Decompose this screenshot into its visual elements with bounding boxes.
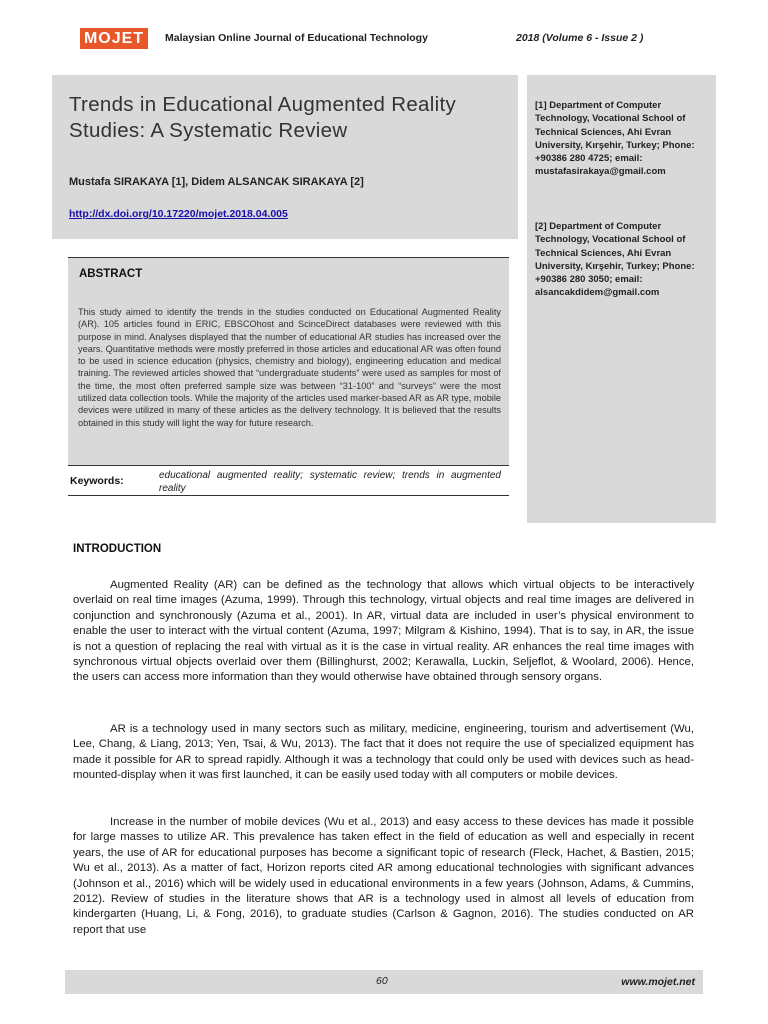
- journal-website: www.mojet.net: [621, 976, 695, 988]
- abstract-heading: ABSTRACT: [79, 268, 143, 280]
- journal-header: [80, 28, 690, 50]
- paragraph-text: Increase in the number of mobile devices (Wu et al., 2013) and easy access to these devices has made it possible for large masses to utilize AR. This prevalence has taken effect in the field of education as well and especially in recent years, the use of AR for educational purposes has become a significant topic of research (Fleck, Hachet, & Bastien, 2015; Wu et al., 2013). As a matter of fact, Horizon reports cited AR among educational technologies with significant advances (Johnson et al., 2016) which will be widely used in educational environments in a few years (Johnson, Adams, & Cummins, 2012). Review of studies in the literature shows that AR is a technology used in almost all levels of education from kindergarten (Huang, Li, & Fong, 2016), to graduate studies (Carlson & Gagnon, 2016). The studies conducted on AR report that use: [73, 816, 694, 936]
- issue-info: 2018 (Volume 6 - Issue 2 ): [516, 32, 644, 44]
- abstract-text: This study aimed to identify the trends in the studies conducted on Educational Augmented Reality (AR). 105 articles found in ERIC, EBSCOhost and ScinceDirect databases were reviewed with this purpose in mind. Analyses displayed that the number of educational AR studies has increased over the years. Quantitative methods were mostly preferred in those articles and educational AR was often found to be used in science education (physics, chemistry and biology), engineering education and medical training. The reviewed articles showed that “undergraduate students” were used as samples for most of the time, the most often preferred sample size was between “31-100” and “surveys” were the most utilized data collection tools. While the majority of the articles used marker-based AR as AR type, mobile devices were utilized in many of these articles as the delivery technology. It is believed that the results obtained in this study will light the way for future research.: [78, 307, 501, 428]
- affiliation-2: [2] Department of Computer Technology, Vocational School of Technical Sciences, Ahi Evran University, Kırşehir, Turkey; Phone: +90386 280 3050; email: alsancakdidem@gmail.com: [535, 221, 695, 299]
- abstract-box: [68, 257, 509, 465]
- page-number: 60: [376, 975, 388, 987]
- keywords-row: [68, 465, 509, 496]
- keywords-label: Keywords:: [70, 475, 124, 487]
- keywords-text: educational augmented reality; systematic review; trends in augmented reality: [159, 470, 501, 494]
- section-heading-introduction: INTRODUCTION: [73, 543, 162, 555]
- journal-name: Malaysian Online Journal of Educational Technology: [165, 32, 428, 44]
- body-paragraph: [73, 722, 694, 784]
- page-footer: [65, 970, 703, 994]
- article-title: Trends in Educational Augmented Reality Studies: A Systematic Review: [69, 93, 456, 142]
- doi-link[interactable]: http://dx.doi.org/10.17220/mojet.2018.04.005: [69, 208, 288, 220]
- affiliation-1: [1] Department of Computer Technology, Vocational School of Technical Sciences, Ahi Evran University, Kırşehir, Turkey; Phone: +90386 280 4725; email: mustafasirakaya@gmail.com: [535, 100, 695, 178]
- mojet-logo: MOJET: [80, 28, 148, 49]
- body-paragraph: [73, 815, 694, 938]
- article-authors: Mustafa SIRAKAYA [1], Didem ALSANCAK SIRAKAYA [2]: [69, 176, 364, 188]
- body-paragraph: [73, 578, 694, 686]
- paragraph-text: Augmented Reality (AR) can be defined as the technology that allows which virtual objects to be interactively overlaid on real time images (Azuma, 1999). Through this technology, virtual objects and real time images are delivered in conjunction and synchronously (Azuma et al., 2001). In AR, virtual data are included in user’s physical environment to enable the user to interact with the virtual content (Azuma, 1997; Milgram & Kishino, 1994). That is to say, in AR, the issue is not a question of replacing the real with virtual as it is the case in virtual reality. AR enhances the real time images with synchronous virtual objects overlaid over them (Billinghurst, 2002; Kerawalla, Luckin, Seljeflot, & Woolard, 2006). Hence, the users can access more information than they would otherwise have obtained through sensory organs.: [73, 579, 694, 684]
- paragraph-text: AR is a technology used in many sectors such as military, medicine, engineering, tourism and advertisement (Wu, Lee, Chang, & Liang, 2013; Yen, Tsai, & Wu, 2013). The fact that it does not require the use of specialized equipment has made it possible for AR to spread rapidly. Although it was a technology that could only be used with devices such as head-mounted-display when it was first launched, it can be easily used today with all computers or mobile devices.: [73, 723, 694, 782]
- title-panel: [52, 75, 518, 239]
- affiliations-panel: [527, 75, 716, 523]
